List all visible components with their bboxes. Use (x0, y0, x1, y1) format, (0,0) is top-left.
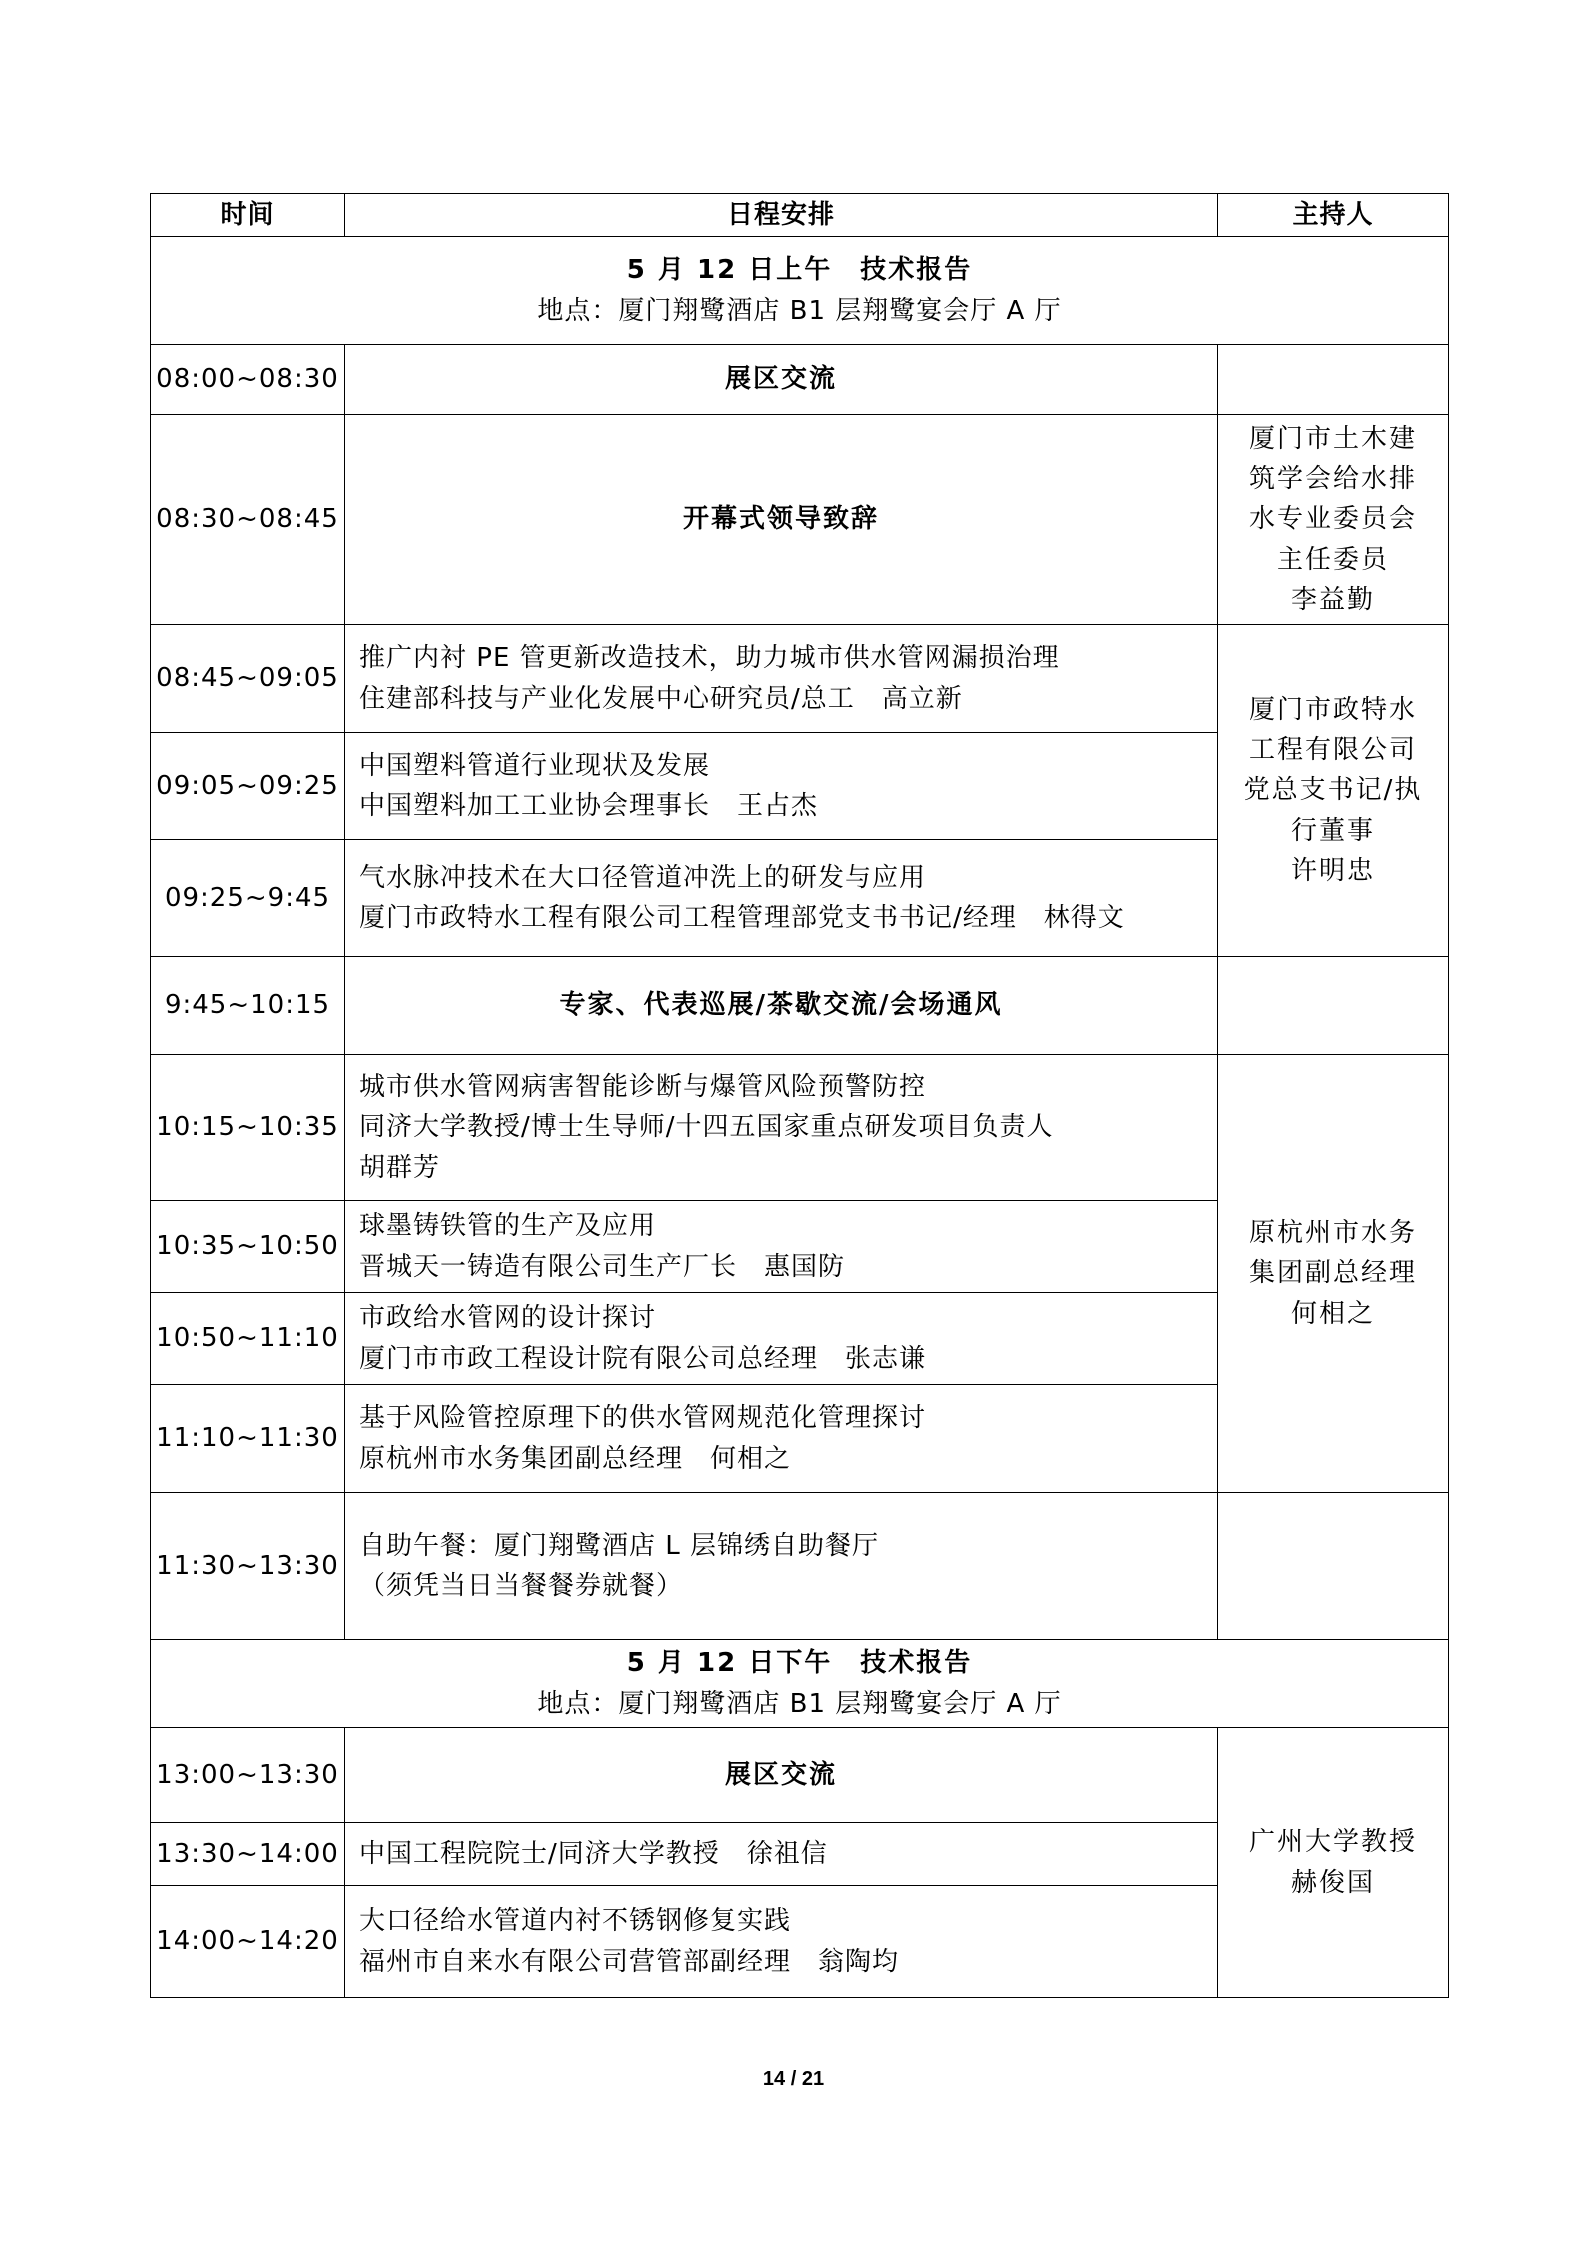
row-time: 10:50~11:10 (151, 1293, 345, 1385)
table-row (151, 415, 1449, 625)
talk-speaker-name: 胡群芳 (359, 1152, 441, 1183)
talk-speaker: 厦门市市政工程设计院有限公司总经理 张志谦 (359, 1343, 927, 1374)
row-agenda (345, 625, 1218, 733)
host-cell (1218, 415, 1449, 625)
talk-topic: 中国塑料管道行业现状及发展 (359, 750, 711, 781)
row-time: 08:30~08:45 (151, 415, 345, 625)
host-line: 厦门市政特水 (1248, 694, 1417, 725)
host-line: 何相之 (1290, 1298, 1375, 1329)
header-row (151, 194, 1449, 237)
talk-topic: 城市供水管网病害智能诊断与爆管风险预警防控 (359, 1072, 927, 1103)
row-time: 11:30~13:30 (151, 1493, 345, 1640)
row-agenda (345, 1293, 1218, 1385)
talk-speaker: 住建部科技与产业化发展中心研究员/总工 高立新 (359, 683, 963, 714)
row-host-empty (1218, 1493, 1449, 1640)
row-agenda (345, 1886, 1218, 1998)
row-time: 11:10~11:30 (151, 1385, 345, 1493)
header-agenda: 日程安排 (345, 194, 1218, 237)
row-time: 09:25~9:45 (151, 840, 345, 957)
host-line: 筑学会给水排 (1248, 464, 1417, 495)
talk-speaker: 福州市自来水有限公司营管部副经理 翁陶均 (359, 1946, 900, 1977)
row-time: 9:45~10:15 (151, 957, 345, 1055)
host-line: 工程有限公司 (1248, 735, 1417, 766)
page-number: 14 / 21 (762, 2068, 825, 2090)
row-time: 13:00~13:30 (151, 1728, 345, 1823)
host-line: 赫俊国 (1290, 1867, 1375, 1898)
section-am-title: 5 月 12 日上午 技术报告 (626, 255, 973, 286)
row-title: 开幕式领导致辞 (345, 415, 1218, 625)
host-line: 行董事 (1290, 815, 1375, 846)
talk-speaker: 中国工程院院士/同济大学教授 徐祖信 (359, 1838, 828, 1869)
host-line: 李益勤 (1290, 584, 1375, 615)
talk-topic: 球墨铸铁管的生产及应用 (359, 1211, 657, 1242)
host-line: 厦门市土木建 (1248, 423, 1417, 454)
lunch-note: （须凭当日当餐餐券就餐） (359, 1571, 684, 1601)
host-cell (1218, 1728, 1449, 1998)
section-row-pm (151, 1640, 1449, 1728)
table-row (151, 957, 1449, 1055)
talk-topic: 市政给水管网的设计探讨 (359, 1303, 657, 1334)
schedule-table (150, 193, 1449, 1998)
table-row (151, 1055, 1449, 1201)
row-host-empty (1218, 345, 1449, 415)
row-time: 13:30~14:00 (151, 1823, 345, 1886)
section-am-location: 地点：厦门翔鹭酒店 B1 层翔鹭宴会厅 A 厅 (537, 295, 1062, 326)
row-agenda (345, 840, 1218, 957)
talk-speaker: 同济大学教授/博士生导师/十四五国家重点研发项目负责人 (359, 1112, 1054, 1143)
host-line: 许明忠 (1290, 855, 1375, 886)
section-pm-location: 地点：厦门翔鹭酒店 B1 层翔鹭宴会厅 A 厅 (537, 1688, 1062, 1719)
host-line: 主任委员 (1276, 544, 1389, 575)
section-am (151, 237, 1449, 345)
row-time: 10:15~10:35 (151, 1055, 345, 1201)
host-cell (1218, 625, 1449, 957)
row-agenda (345, 1385, 1218, 1493)
host-line: 原杭州市水务 (1248, 1218, 1417, 1249)
talk-topic: 基于风险管控原理下的供水管网规范化管理探讨 (359, 1403, 927, 1434)
table-row (151, 1493, 1449, 1640)
talk-topic: 推广内衬 PE 管更新改造技术，助力城市供水管网漏损治理 (359, 643, 1060, 674)
row-host-empty (1218, 957, 1449, 1055)
row-agenda (345, 1201, 1218, 1293)
lunch-location: 自助午餐：厦门翔鹭酒店 L 层锦绣自助餐厅 (359, 1530, 880, 1561)
section-row-am (151, 237, 1449, 345)
host-line: 水专业委员会 (1248, 504, 1417, 535)
table-row (151, 345, 1449, 415)
talk-speaker: 晋城天一铸造有限公司生产厂长 惠国防 (359, 1251, 846, 1282)
row-title: 展区交流 (345, 345, 1218, 415)
talk-speaker: 厦门市政特水工程有限公司工程管理部党支书书记/经理 林得文 (359, 903, 1125, 933)
row-title: 展区交流 (345, 1728, 1218, 1823)
header-host: 主持人 (1218, 194, 1449, 237)
row-time: 08:00~08:30 (151, 345, 345, 415)
row-agenda (345, 733, 1218, 840)
header-time: 时间 (151, 194, 345, 237)
section-pm-title: 5 月 12 日下午 技术报告 (626, 1648, 973, 1679)
row-agenda (345, 1823, 1218, 1886)
section-pm (151, 1640, 1449, 1728)
table-row (151, 625, 1449, 733)
row-time: 09:05~09:25 (151, 733, 345, 840)
talk-topic: 大口径给水管道内衬不锈钢修复实践 (359, 1906, 792, 1937)
talk-speaker: 原杭州市水务集团副总经理 何相之 (359, 1443, 792, 1474)
row-time: 14:00~14:20 (151, 1886, 345, 1998)
row-time: 08:45~09:05 (151, 625, 345, 733)
host-line: 广州大学教授 (1248, 1827, 1417, 1858)
row-agenda (345, 1493, 1218, 1640)
row-title: 专家、代表巡展/茶歇交流/会场通风 (345, 957, 1218, 1055)
row-time: 10:35~10:50 (151, 1201, 345, 1293)
host-cell (1218, 1055, 1449, 1493)
talk-topic: 气水脉冲技术在大口径管道冲洗上的研发与应用 (359, 862, 927, 893)
host-line: 党总支书记/执 (1243, 775, 1423, 806)
host-line: 集团副总经理 (1248, 1258, 1417, 1289)
table-row (151, 1728, 1449, 1823)
talk-speaker: 中国塑料加工工业协会理事长 王占杰 (359, 791, 819, 821)
row-agenda (345, 1055, 1218, 1201)
